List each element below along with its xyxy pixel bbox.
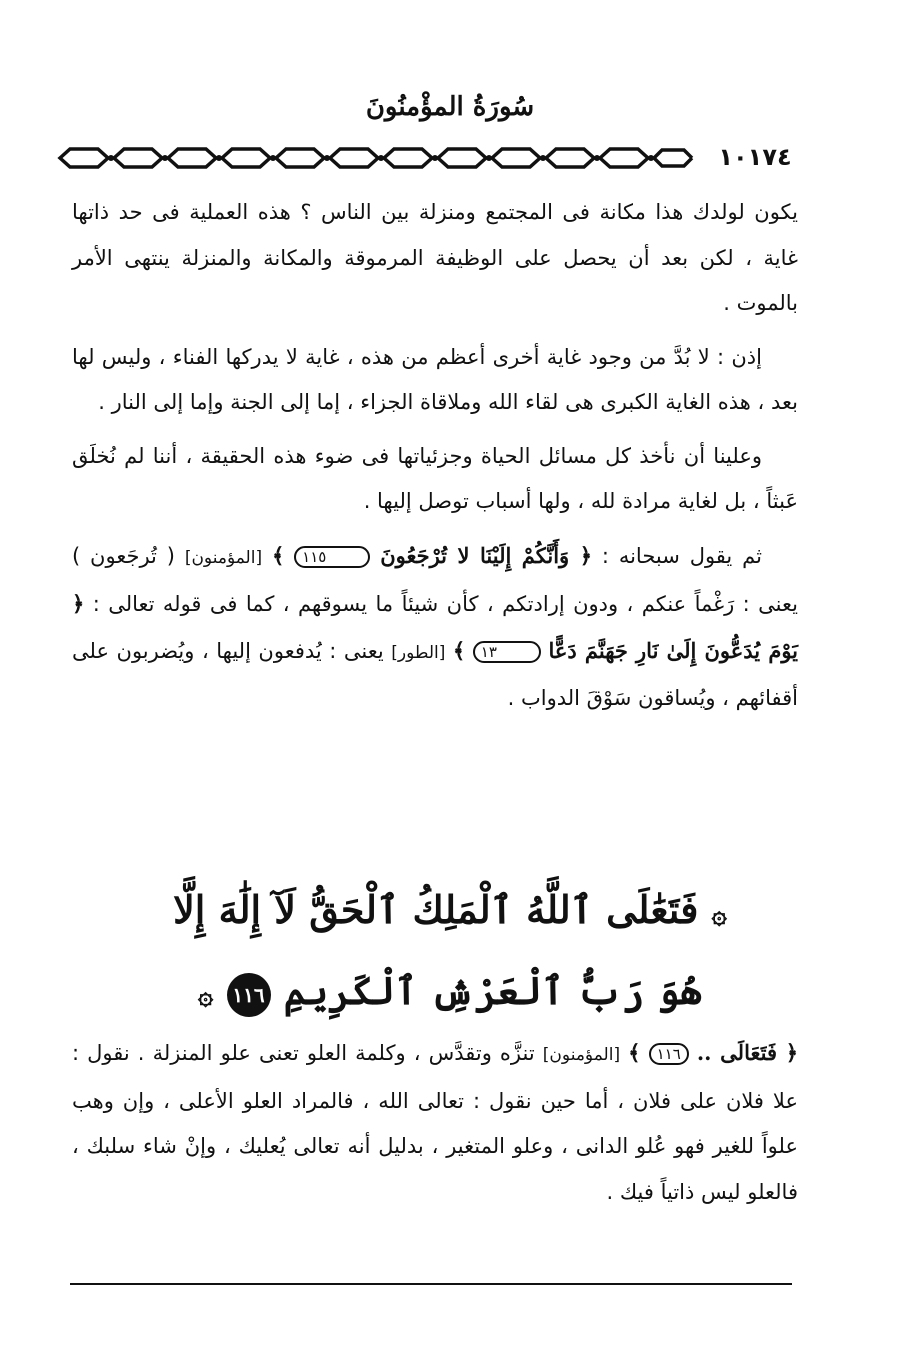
paragraph-4-middle: ( تُرجَعون ) يعنى : رَغْماً عنكم ، ودون إرادتكم ، كأن شيئاً ما يسوقهم ، كما فى قوله تعالى : (72, 543, 798, 616)
quran-quote-115: ﴿ وَأَنَّكُمْ إِلَيْنَا لا تُرْجَعُونَ (380, 542, 593, 568)
paragraph-2: إذن : لا بُدَّ من وجود غاية أخرى أعظم من هذه ، غاية لا يدركها الفناء ، وليس لها بعد ، هذه الغاية الكبرى هى لقاء الله وملاقاة الجزاء ، إما إلى الجنة وإما إلى النار . (72, 344, 798, 414)
commentary-text (72, 1030, 798, 1223)
surah-reference-3: [المؤمنون] (542, 1045, 621, 1065)
verse-line-1 (150, 872, 750, 953)
decorative-border (56, 145, 696, 171)
paragraph-4-lead: ثم يقول سبحانه : (601, 543, 762, 568)
surah-title: سُورَةُ المؤْمنُونَ (365, 92, 535, 122)
surah-reference-2: [الطور] (391, 642, 446, 663)
footer-divider (70, 1283, 792, 1285)
main-text (72, 190, 798, 730)
quote-close-bracket: ﴾ (271, 542, 285, 568)
paragraph-4-tail: يعنى : يُدفعون إليها ، ويُضربون على أقفائهم ، ويُساقون سَوْقَ الدواب . (72, 638, 798, 710)
quote-close-bracket-3: ﴾ (628, 1040, 641, 1065)
verse-line-2 (150, 953, 750, 1034)
ornament-icon: ۞ (711, 900, 727, 930)
quran-quote-13: ﴿ يَوْمَ يُدَعُّونَ إِلَىٰ نَارِ جَهَنَّمَ دَعًّا (72, 591, 799, 663)
ayah-number-116: ١١٦ (227, 973, 271, 1017)
page-number: ١٠١٧٤ (718, 143, 792, 171)
quran-quote-116: ﴿ فَتَعَالَى .. (696, 1040, 799, 1065)
paragraph-5-text: تنزَّه وتقدَّس ، وكلمة العلو تعنى علو المنزلة . نقول : علا فلان على فلان ، أما حين نقول : تعالى الله ، فالمراد العلو الأعلى ، وإن وهب علواً للغير فهو عُلو الدانى ، وعلو المتغير ، بدليل أنه تعالى يُعليك ، وإنْ شاء سلبك ، فالعلو ليس ذاتياً فيك . (72, 1041, 798, 1204)
ayah-number-13: ١٣ (473, 641, 541, 663)
paragraph-1: يكون لولدك هذا مكانة فى المجتمع ومنزلة بين الناس ؟ هذه العملية فى حد ذاتها غاية ، لكن بعد أن يحصل على الوظيفة المرموقة والمكانة والمنزلة ينتهى الأمر بالموت . (72, 200, 798, 315)
surah-reference: [المؤمنون] (184, 547, 263, 568)
ayah-number-116-small: ١١٦ (649, 1043, 689, 1065)
ornament-icon: ۞ (198, 981, 214, 1011)
verse-line-1-text: فَتَعَٰلَى ٱللَّهُ ٱلْمَلِكُ ٱلْحَقُّ لَآ إِلَٰهَ إِلَّا (173, 887, 699, 932)
paragraph-4 (72, 533, 798, 722)
ayah-number-115: ١١٥ (294, 546, 370, 568)
verse-line-2-text: هُوَ رَبُّ ٱلْعَرْشِ ٱلْكَرِيمِ (283, 968, 702, 1013)
paragraph-5 (72, 1030, 798, 1215)
quran-verse-block (150, 872, 750, 1034)
quote-close-bracket-2: ﴾ (452, 637, 466, 663)
paragraph-3: وعلينا أن نأخذ كل مسائل الحياة وجزئياتها فى ضوء هذه الحقيقة ، أننا لم نُخلَق عَبثاً ، بل لغاية مرادة لله ، ولها أسباب توصل إليها . (72, 443, 798, 513)
